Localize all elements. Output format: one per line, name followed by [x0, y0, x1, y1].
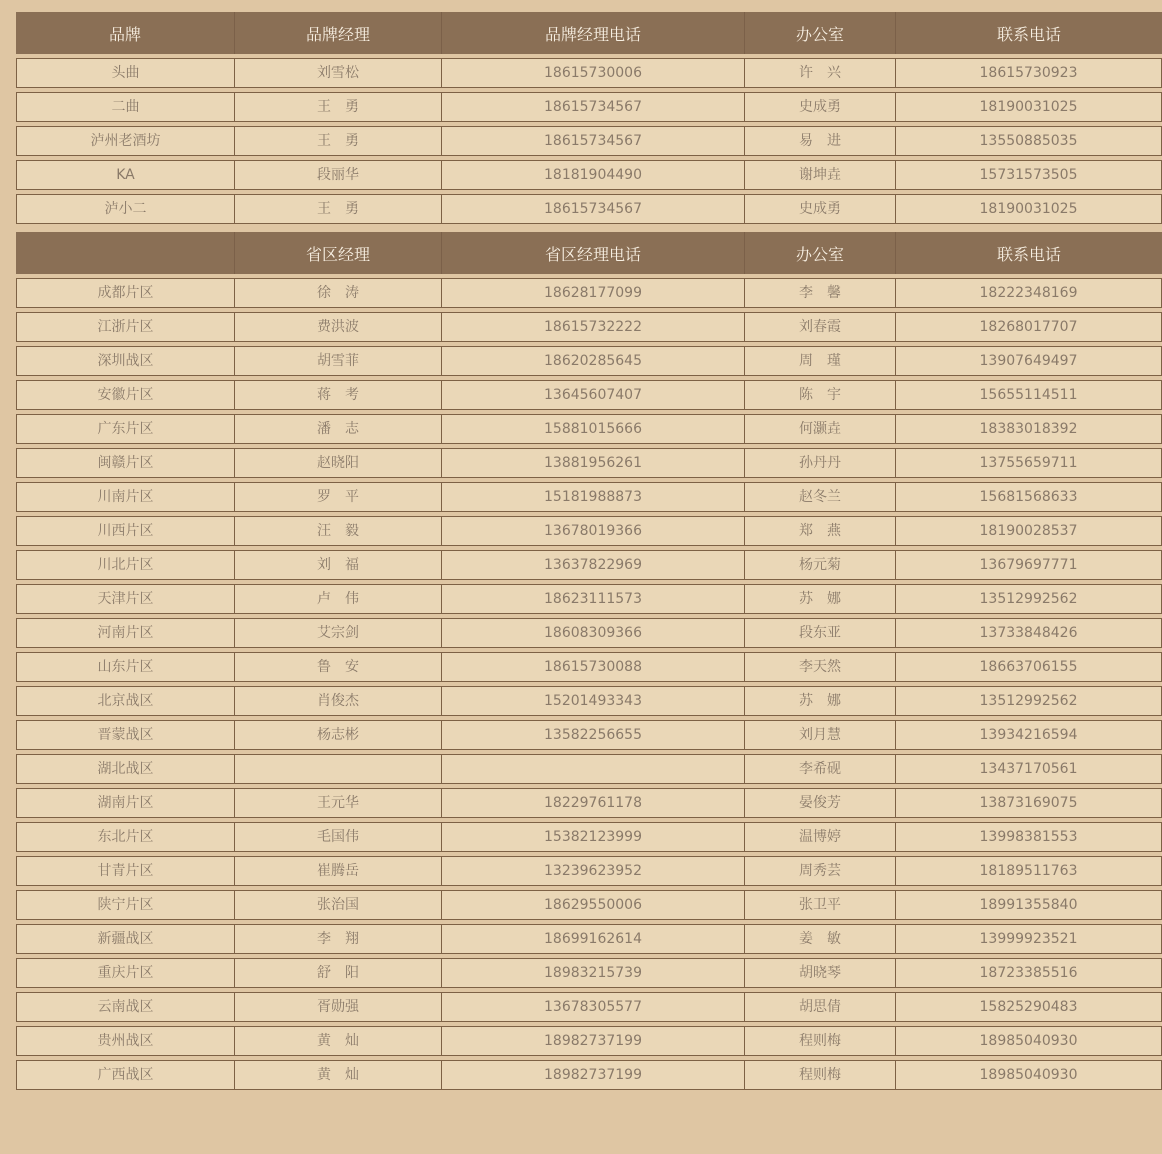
table-cell: 贵州战区 [16, 1026, 235, 1056]
table-cell: 13907649497 [896, 346, 1162, 376]
table-cell: 15881015666 [442, 414, 745, 444]
table-cell: 黄 灿 [235, 1060, 442, 1090]
column-header: 品牌经理 [235, 12, 442, 54]
table-cell: 苏 娜 [745, 686, 896, 716]
region-contacts-table [16, 228, 1162, 1094]
table-cell: 13645607407 [442, 380, 745, 410]
table-cell: 闽赣片区 [16, 448, 235, 478]
table-row [16, 958, 1162, 988]
table-cell: 15681568633 [896, 482, 1162, 512]
table-cell: 李希砚 [745, 754, 896, 784]
table-cell: 姜 敏 [745, 924, 896, 954]
table-cell: 13678019366 [442, 516, 745, 546]
table-cell [442, 754, 745, 784]
table-cell: 江浙片区 [16, 312, 235, 342]
table-cell: 刘月慧 [745, 720, 896, 750]
table-cell: 18268017707 [896, 312, 1162, 342]
table-cell: 山东片区 [16, 652, 235, 682]
table-cell: 天津片区 [16, 584, 235, 614]
table-cell: 13582256655 [442, 720, 745, 750]
table-cell: 温博婷 [745, 822, 896, 852]
table-row [16, 754, 1162, 784]
table-cell: 18620285645 [442, 346, 745, 376]
table-cell: 谢坤垚 [745, 160, 896, 190]
table-row [16, 126, 1162, 156]
table-cell: 东北片区 [16, 822, 235, 852]
table-cell: 13679697771 [896, 550, 1162, 580]
table-cell: 18985040930 [896, 1026, 1162, 1056]
table-cell: 15201493343 [442, 686, 745, 716]
table-cell: 18181904490 [442, 160, 745, 190]
table-cell: 18615730006 [442, 58, 745, 88]
table-row [16, 890, 1162, 920]
table-cell: 刘 福 [235, 550, 442, 580]
table-row [16, 822, 1162, 852]
table-cell: 胡思倩 [745, 992, 896, 1022]
table-cell: 18615730923 [896, 58, 1162, 88]
table-row [16, 312, 1162, 342]
table-cell: 卢 伟 [235, 584, 442, 614]
table-cell: 川南片区 [16, 482, 235, 512]
table-cell: 18190031025 [896, 194, 1162, 224]
table-cell: 段东亚 [745, 618, 896, 648]
table-cell: 王 勇 [235, 92, 442, 122]
table-cell: 苏 娜 [745, 584, 896, 614]
table-cell: 史成勇 [745, 92, 896, 122]
table-cell: 18723385516 [896, 958, 1162, 988]
region-header-row [16, 232, 1162, 274]
table-row [16, 92, 1162, 122]
table-cell: 史成勇 [745, 194, 896, 224]
table-cell: 晏俊芳 [745, 788, 896, 818]
table-cell: 蒋 考 [235, 380, 442, 410]
column-header: 联系电话 [896, 232, 1162, 274]
table-cell: 二曲 [16, 92, 235, 122]
table-cell: 15382123999 [442, 822, 745, 852]
table-cell: 杨志彬 [235, 720, 442, 750]
table-cell: 18190031025 [896, 92, 1162, 122]
table-cell: 安徽片区 [16, 380, 235, 410]
table-cell: 18383018392 [896, 414, 1162, 444]
table-cell: 孙丹丹 [745, 448, 896, 478]
table-row [16, 992, 1162, 1022]
table-cell: 胡晓琴 [745, 958, 896, 988]
table-cell: 深圳战区 [16, 346, 235, 376]
table-cell: 周秀芸 [745, 856, 896, 886]
table-cell: 郑 燕 [745, 516, 896, 546]
table-cell: 13437170561 [896, 754, 1162, 784]
table-cell: 13873169075 [896, 788, 1162, 818]
table-cell: 陕宁片区 [16, 890, 235, 920]
table-cell: 艾宗剑 [235, 618, 442, 648]
table-cell: 汪 毅 [235, 516, 442, 546]
table-cell: 13998381553 [896, 822, 1162, 852]
table-cell: KA [16, 160, 235, 190]
table-cell: 重庆片区 [16, 958, 235, 988]
table-cell: 胡雪菲 [235, 346, 442, 376]
table-cell: 许 兴 [745, 58, 896, 88]
table-cell: 何灏垚 [745, 414, 896, 444]
region-table-body [16, 278, 1162, 1090]
table-cell: 18615730088 [442, 652, 745, 682]
table-cell: 13512992562 [896, 584, 1162, 614]
table-cell: 18628177099 [442, 278, 745, 308]
table-cell: 王 勇 [235, 194, 442, 224]
table-cell: 18985040930 [896, 1060, 1162, 1090]
column-header: 办公室 [745, 12, 896, 54]
column-header: 省区经理电话 [442, 232, 745, 274]
table-cell: 18189511763 [896, 856, 1162, 886]
table-cell: 刘雪松 [235, 58, 442, 88]
column-header: 品牌经理电话 [442, 12, 745, 54]
table-cell: 段丽华 [235, 160, 442, 190]
table-cell: 18190028537 [896, 516, 1162, 546]
table-cell: 13733848426 [896, 618, 1162, 648]
table-cell: 张卫平 [745, 890, 896, 920]
table-cell: 李 馨 [745, 278, 896, 308]
table-cell: 张治国 [235, 890, 442, 920]
table-cell: 18983215739 [442, 958, 745, 988]
brand-table-body [16, 58, 1162, 224]
table-cell: 18615732222 [442, 312, 745, 342]
table-row [16, 1026, 1162, 1056]
table-cell: 13755659711 [896, 448, 1162, 478]
column-header: 省区经理 [235, 232, 442, 274]
table-cell: 杨元菊 [745, 550, 896, 580]
table-cell: 18623111573 [442, 584, 745, 614]
table-cell: 毛国伟 [235, 822, 442, 852]
column-header: 办公室 [745, 232, 896, 274]
table-row [16, 278, 1162, 308]
table-cell: 鲁 安 [235, 652, 442, 682]
table-cell: 13550885035 [896, 126, 1162, 156]
table-cell: 湖北战区 [16, 754, 235, 784]
table-cell: 舒 阳 [235, 958, 442, 988]
table-row [16, 194, 1162, 224]
brand-header-row [16, 12, 1162, 54]
table-cell: 15181988873 [442, 482, 745, 512]
table-cell: 13512992562 [896, 686, 1162, 716]
table-cell: 18608309366 [442, 618, 745, 648]
table-row [16, 414, 1162, 444]
column-header: 联系电话 [896, 12, 1162, 54]
table-row [16, 584, 1162, 614]
brand-contacts-table [16, 8, 1162, 228]
table-cell: 18229761178 [442, 788, 745, 818]
table-row [16, 346, 1162, 376]
table-cell: 费洪波 [235, 312, 442, 342]
table-cell [235, 754, 442, 784]
table-cell: 晋蒙战区 [16, 720, 235, 750]
table-cell: 甘青片区 [16, 856, 235, 886]
table-row [16, 58, 1162, 88]
table-cell: 李天然 [745, 652, 896, 682]
table-cell: 崔腾岳 [235, 856, 442, 886]
table-cell: 泸小二 [16, 194, 235, 224]
table-cell: 新疆战区 [16, 924, 235, 954]
column-header: 品牌 [16, 12, 235, 54]
table-cell: 河南片区 [16, 618, 235, 648]
table-cell: 13239623952 [442, 856, 745, 886]
table-cell: 罗 平 [235, 482, 442, 512]
table-cell: 湖南片区 [16, 788, 235, 818]
table-row [16, 618, 1162, 648]
table-cell: 广东片区 [16, 414, 235, 444]
table-cell: 徐 涛 [235, 278, 442, 308]
table-cell: 18629550006 [442, 890, 745, 920]
table-cell: 胥勋强 [235, 992, 442, 1022]
table-cell: 北京战区 [16, 686, 235, 716]
table-row [16, 380, 1162, 410]
table-cell: 程则梅 [745, 1060, 896, 1090]
table-cell: 18615734567 [442, 92, 745, 122]
table-cell: 川北片区 [16, 550, 235, 580]
table-cell: 18982737199 [442, 1026, 745, 1056]
table-cell: 潘 志 [235, 414, 442, 444]
table-cell: 18663706155 [896, 652, 1162, 682]
table-cell: 易 进 [745, 126, 896, 156]
table-cell: 13678305577 [442, 992, 745, 1022]
table-cell: 18699162614 [442, 924, 745, 954]
table-cell: 王元华 [235, 788, 442, 818]
table-cell: 15731573505 [896, 160, 1162, 190]
table-cell: 13934216594 [896, 720, 1162, 750]
table-row [16, 448, 1162, 478]
table-cell: 成都片区 [16, 278, 235, 308]
table-row [16, 160, 1162, 190]
table-cell: 泸州老酒坊 [16, 126, 235, 156]
table-cell: 13999923521 [896, 924, 1162, 954]
table-cell: 黄 灿 [235, 1026, 442, 1056]
table-cell: 刘春霞 [745, 312, 896, 342]
table-cell: 13881956261 [442, 448, 745, 478]
table-cell: 程则梅 [745, 1026, 896, 1056]
table-cell: 18222348169 [896, 278, 1162, 308]
table-cell: 云南战区 [16, 992, 235, 1022]
table-cell: 赵冬兰 [745, 482, 896, 512]
table-cell: 王 勇 [235, 126, 442, 156]
table-cell: 周 瑾 [745, 346, 896, 376]
table-row [16, 550, 1162, 580]
table-row [16, 1060, 1162, 1090]
table-cell: 18991355840 [896, 890, 1162, 920]
table-cell: 18615734567 [442, 126, 745, 156]
table-cell: 15655114511 [896, 380, 1162, 410]
table-row [16, 788, 1162, 818]
table-cell: 18615734567 [442, 194, 745, 224]
table-cell: 陈 宇 [745, 380, 896, 410]
table-cell: 李 翔 [235, 924, 442, 954]
table-cell: 13637822969 [442, 550, 745, 580]
column-header [16, 232, 235, 274]
table-row [16, 652, 1162, 682]
table-cell: 广西战区 [16, 1060, 235, 1090]
table-cell: 18982737199 [442, 1060, 745, 1090]
table-cell: 赵晓阳 [235, 448, 442, 478]
table-cell: 头曲 [16, 58, 235, 88]
table-row [16, 924, 1162, 954]
table-cell: 15825290483 [896, 992, 1162, 1022]
table-row [16, 720, 1162, 750]
table-row [16, 686, 1162, 716]
table-cell: 川西片区 [16, 516, 235, 546]
table-row [16, 856, 1162, 886]
table-row [16, 482, 1162, 512]
table-row [16, 516, 1162, 546]
table-cell: 肖俊杰 [235, 686, 442, 716]
